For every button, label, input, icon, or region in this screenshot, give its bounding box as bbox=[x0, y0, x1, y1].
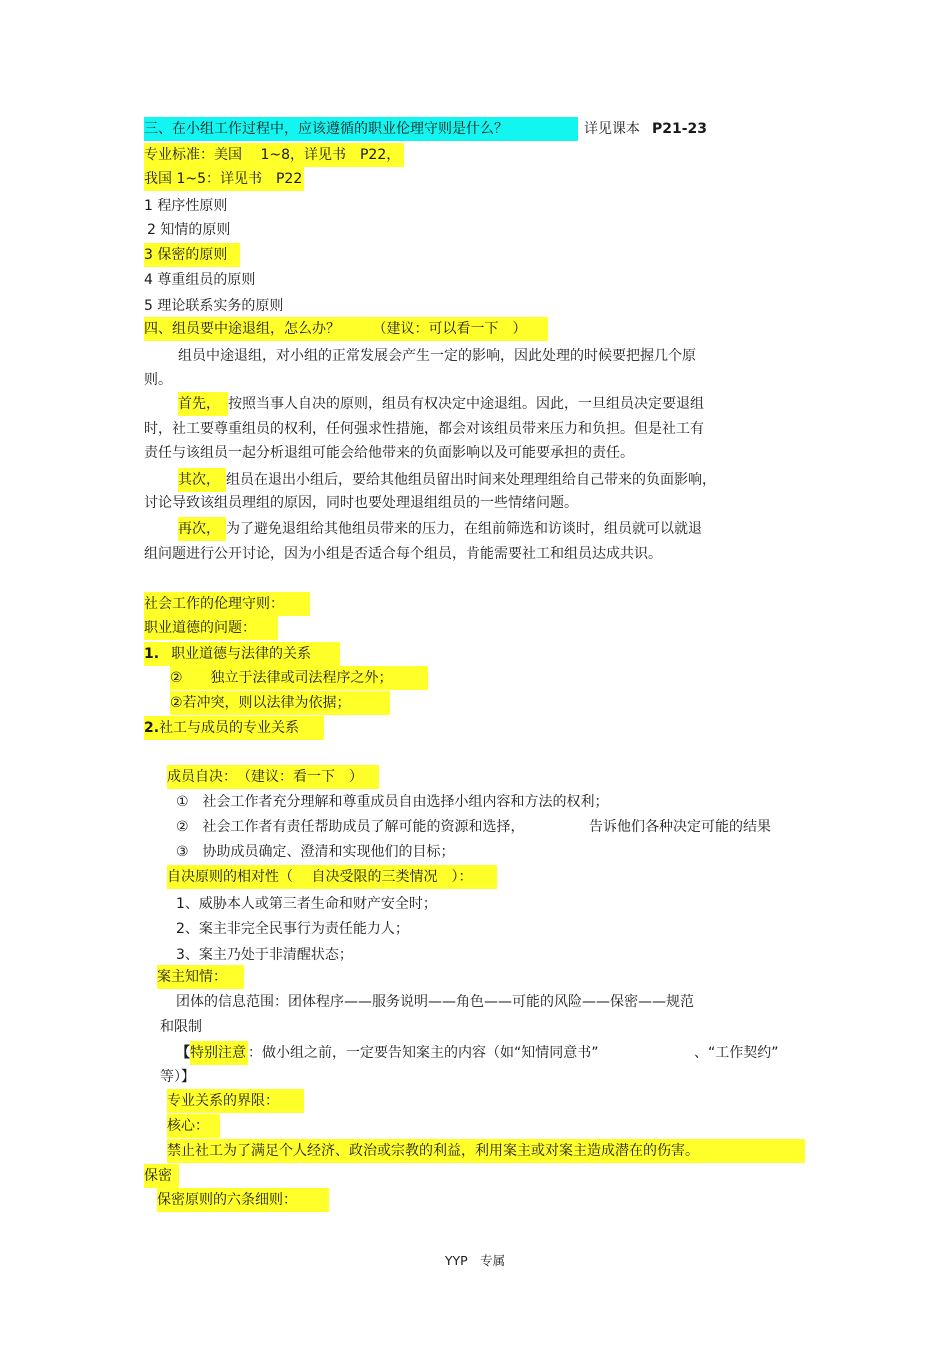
q3-ref-page: P21-23 bbox=[652, 121, 708, 137]
self-det-item: ③ 协助成员确定、澄清和实现他们的目标； bbox=[176, 844, 455, 860]
q4-first-line-3: 责任与该组员一起分析退组可能会给他带来的负面影响以及可能要承担的责任。 bbox=[144, 445, 634, 461]
note-label: 特别注意 bbox=[190, 1041, 248, 1065]
core-text-line bbox=[167, 1139, 805, 1163]
informed-title: 案主知情： bbox=[157, 965, 244, 989]
q3-std-cn-line bbox=[144, 167, 304, 191]
second-label: 其次， bbox=[178, 468, 226, 492]
principle-item: 1 程序性原则 bbox=[144, 198, 228, 214]
q3-std-us: 专业标准：美国 1~8，详见书 P22， bbox=[144, 143, 404, 167]
relativity-title-line bbox=[167, 865, 497, 889]
relativity-item: 3、案主乃处于非清醒状态； bbox=[176, 947, 353, 963]
ethics-item-2-line bbox=[144, 716, 324, 740]
item1-a: ② 独立于法律或司法程序之外； bbox=[170, 666, 428, 690]
ethics-title-line bbox=[144, 592, 310, 616]
principle-item: 4 尊重组员的原则 bbox=[144, 272, 256, 288]
informed-title-line bbox=[157, 965, 244, 989]
principle-item: 2 知情的原则 bbox=[147, 222, 231, 238]
core-text: 禁止社工为了满足个人经济、政治或宗教的利益，利用案主或对案主造成潜在的伤害。 bbox=[167, 1139, 805, 1163]
principle-item: 5 理论联系实务的原则 bbox=[144, 298, 284, 314]
item1-b-line bbox=[170, 691, 390, 715]
six-rules-line bbox=[157, 1188, 329, 1212]
first-label: 首先， bbox=[178, 392, 228, 416]
info-range-1: 团体的信息范围：团体程序——服务说明——角色——可能的风险——保密——规范 bbox=[176, 994, 694, 1010]
core-title: 核心： bbox=[167, 1114, 220, 1138]
q3-heading-line bbox=[144, 117, 707, 141]
note-open: 【 bbox=[176, 1045, 190, 1061]
relativity-title: 自决原则的相对性（ 自决受限的三类情况 ）： bbox=[167, 865, 497, 889]
moral-issue-line bbox=[144, 616, 278, 640]
q4-first-line-2: 时，社工要尊重组员的权利，任何强求性措施，都会对该组员带来压力和负担。但是社工有 bbox=[144, 421, 704, 437]
q3-std-cn: 我国 1~5：详见书 P22 bbox=[144, 167, 304, 191]
q4-first-line-1: 首先， 按照当事人自决的原则，组员有权决定中途退组。因此，一旦组员决定要退组 bbox=[178, 392, 704, 416]
boundary-title-line bbox=[167, 1089, 304, 1113]
q4-second-line-1: 其次， 组员在退出小组后，要给其他组员留出时间来处理理组给自己带来的负面影响， bbox=[178, 468, 716, 492]
q4-heading-line bbox=[144, 317, 548, 341]
confidential: 保密 bbox=[144, 1164, 179, 1188]
relativity-item: 2、案主非完全民事行为责任能力人； bbox=[176, 921, 409, 937]
info-range-2: 和限制 bbox=[160, 1019, 202, 1035]
item2-num: 2. bbox=[144, 720, 160, 736]
moral-issue: 职业道德的问题： bbox=[144, 616, 278, 640]
self-det-title-line bbox=[167, 765, 379, 789]
q4-third-line-2: 组问题进行公开讨论，因为小组是否适合每个组员，肯能需要社工和组员达成共识。 bbox=[144, 546, 662, 562]
confidential-line bbox=[144, 1164, 179, 1188]
six-rules: 保密原则的六条细则： bbox=[157, 1188, 329, 1212]
ethics-title: 社会工作的伦理守则： bbox=[144, 592, 310, 616]
page-footer: YYP 专属 bbox=[444, 1253, 506, 1268]
q3-ref-prefix: 详见课本 bbox=[584, 121, 640, 137]
q4-intro-1: 组员中途退组，对小组的正常发展会产生一定的影响，因此处理的时候要把握几个原 bbox=[178, 348, 696, 364]
boundary-title: 专业关系的界限： bbox=[167, 1089, 304, 1113]
item1-text: 职业道德与法律的关系 bbox=[171, 646, 312, 662]
third-label: 再次， bbox=[178, 517, 226, 541]
q4-second-line-2: 讨论导致该组员理组的原因，同时也要处理退组组员的一些情绪问题。 bbox=[144, 495, 578, 511]
self-det-title: 成员自决： （建议：看一下 ） bbox=[167, 765, 379, 789]
item1-a-line bbox=[170, 666, 428, 690]
special-note-line: 【特别注意 ：做小组之前，一定要告知案主的内容（如“知情同意书” 、“工作契约” bbox=[176, 1041, 599, 1065]
principle-item-highlighted: 3 保密的原则 bbox=[144, 243, 240, 267]
q3-title: 三、在小组工作过程中，应该遵循的职业伦理守则是什么？ bbox=[144, 117, 578, 141]
relativity-item: 1、威胁本人或第三者生命和财产安全时； bbox=[176, 896, 437, 912]
ethics-item-1-line bbox=[144, 642, 340, 666]
q4-intro-2: 则。 bbox=[144, 372, 172, 388]
q4-title: 四、组员要中途退组，怎么办？ （建议：可以看一下 ） bbox=[144, 317, 548, 341]
core-title-line bbox=[167, 1114, 220, 1138]
self-det-item: ① 社会工作者充分理解和尊重成员自由选择小组内容和方法的权利； bbox=[176, 794, 609, 810]
item2-text: 社工与成员的专业关系 bbox=[159, 720, 300, 736]
item1-num: 1. bbox=[144, 646, 160, 662]
item1-b: ②若冲突，则以法律为依据； bbox=[170, 691, 390, 715]
self-det-item: ② 社会工作者有责任帮助成员了解可能的资源和选择， 告诉他们各种决定可能的结果 bbox=[176, 815, 525, 839]
special-note-end: 等）】 bbox=[160, 1069, 195, 1085]
self-det-item-2-tail: 告诉他们各种决定可能的结果 bbox=[589, 819, 771, 835]
q4-third-line-1: 再次， 为了避免退组给其他组员带来的压力，在组前筛选和访谈时，组员就可以就退 bbox=[178, 517, 702, 541]
q3-std-us-line bbox=[144, 143, 404, 167]
